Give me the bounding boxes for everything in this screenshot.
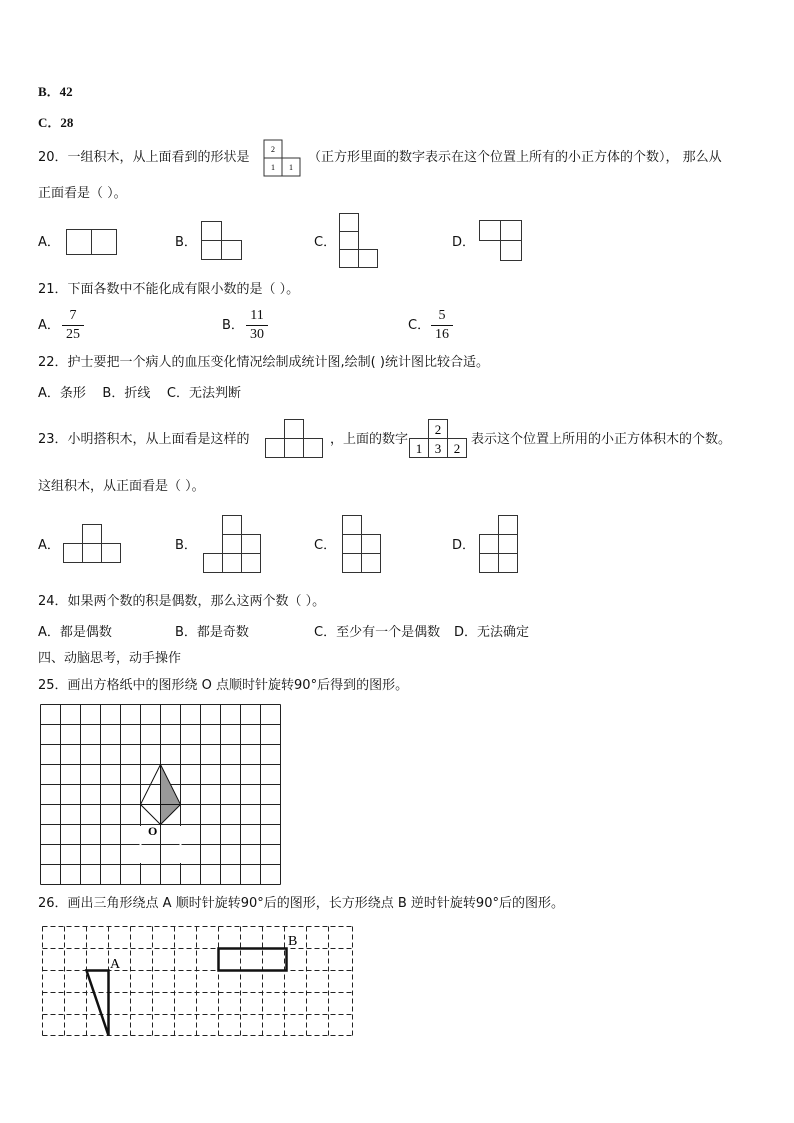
q23-option-b-figure: [203, 515, 263, 575]
q24-question: 24．如果两个数的积是偶数，那么这两个数（ ）。: [38, 594, 326, 609]
q20-top-view-figure: [263, 139, 303, 177]
q26-point-b-label: B: [288, 934, 298, 949]
q21-option-b-denominator: 30: [250, 327, 264, 342]
q22-question: 22．护士要把一个病人的血压变化情况绘制成统计图,绘制( )统计图比较合适。: [38, 355, 489, 370]
q23-top-view-figure: [265, 419, 325, 461]
q23-option-b-label: B．: [175, 538, 197, 553]
q24-option-b: B．都是奇数: [175, 625, 249, 640]
q20-num-0: 2: [271, 145, 275, 154]
q20-question: [38, 150, 250, 166]
q26-point-a-label: A: [110, 957, 121, 972]
q19-option-b: B．42: [38, 84, 73, 99]
q23-numbers-figure: [409, 419, 471, 461]
q23-middle: ，上面的数字: [330, 432, 409, 447]
q23-prefix: 23．小明搭积木，从上面看是这样的: [38, 432, 250, 447]
q20-option-d-figure: [479, 220, 525, 264]
q21-option-c-denominator: 16: [435, 327, 449, 342]
q23-num-bottom-1: 3: [434, 441, 442, 456]
q19-option-c: C．28: [38, 115, 74, 130]
q25-question: 25．画出方格纸中的图形绕 O 点顺时针旋转90°后得到的图形。: [38, 678, 409, 693]
q23-num-bottom-0: 1: [415, 441, 423, 456]
q20-option-a-figure: [66, 229, 120, 257]
q24-option-c: C．至少有一个是偶数: [314, 625, 441, 640]
q21-option-b-fraction: [246, 308, 268, 343]
q21-question: 21．下面各数中不能化成有限小数的是（ ）。: [38, 282, 300, 297]
q25-point-o-label: O: [148, 824, 158, 838]
q24-option-a: A．都是偶数: [38, 625, 112, 640]
q20-option-b-figure: [201, 221, 245, 263]
q25-grid-figure: [40, 704, 282, 886]
q20-num-1: 1: [271, 163, 275, 172]
q20-option-b-label: B．: [175, 235, 197, 250]
q21-option-c-fraction: [431, 308, 453, 343]
q26-grid-figure: [42, 924, 356, 1038]
q23-num-top: 2: [434, 422, 442, 437]
q26-question: 26．画出三角形绕点 A 顺时针旋转90°后的图形，长方形绕点 B 逆时针旋转90°后的图形。: [38, 896, 564, 911]
q22-options: A．条形 B．折线 C．无法判断: [38, 386, 241, 401]
q21-option-a-fraction: [62, 308, 84, 343]
q20-suffix: （正方形里面的数字表示在这个位置上所有的小正方体的个数）， 那么从: [308, 150, 722, 165]
q23-line2: 这组积木，从正面看是（ ）。: [38, 479, 205, 494]
q20-prefix: 20．一组积木，从上面看到的形状是: [38, 150, 250, 165]
q20-num-2: 1: [289, 163, 293, 172]
q20-line2: 正面看是（ ）。: [38, 186, 127, 201]
q23-suffix: 表示这个位置上所用的小正方体积木的个数。: [471, 432, 732, 447]
section-4-title: 四、动脑思考，动手操作: [38, 651, 182, 666]
q24-option-d: D．无法确定: [454, 625, 530, 640]
q20-option-d-label: D．: [452, 235, 476, 250]
q20-option-a-label: A．: [38, 235, 60, 250]
q23-num-bottom-2: 2: [453, 441, 461, 456]
q23-option-c-label: C．: [314, 538, 337, 553]
q21-option-b-label: B．: [222, 318, 244, 333]
q23-option-d-label: D．: [452, 538, 476, 553]
q21-option-c-label: C．: [408, 318, 431, 333]
q20-option-c-figure: [339, 213, 381, 271]
q23-option-a-label: A．: [38, 538, 60, 553]
q20-option-c-label: C．: [314, 235, 337, 250]
q23-option-a-figure: [63, 524, 123, 564]
q23-option-c-figure: [342, 515, 384, 575]
q23-option-d-figure: [479, 515, 521, 575]
q21-option-a-label: A．: [38, 318, 60, 333]
q21-option-a-numerator: 7: [69, 308, 77, 323]
q21-option-c-numerator: 5: [438, 308, 446, 323]
q21-option-a-denominator: 25: [66, 327, 80, 342]
q21-option-b-numerator: 11: [250, 308, 264, 323]
